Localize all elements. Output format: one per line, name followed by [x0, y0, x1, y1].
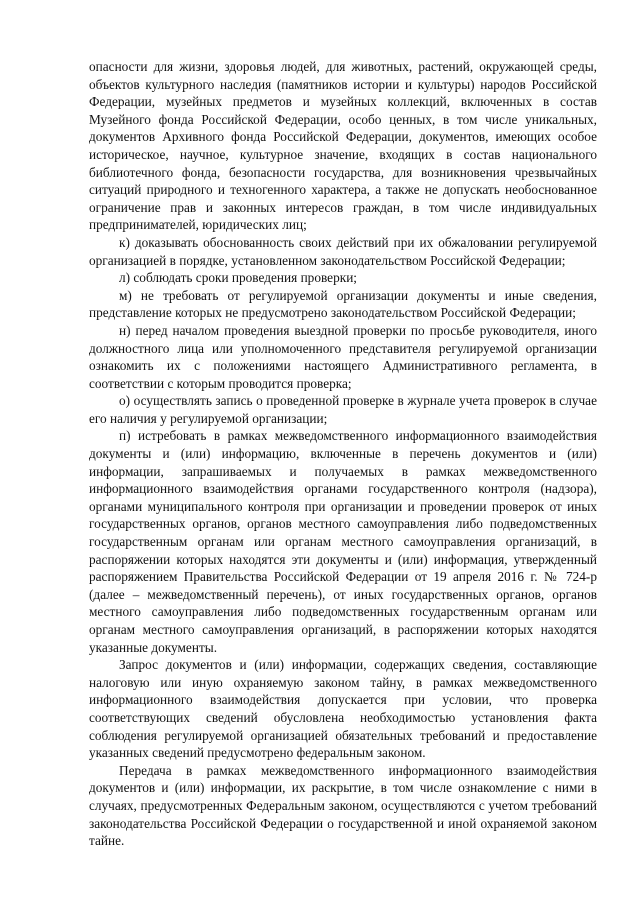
paragraph-item-k: к) доказывать обоснованность своих действий при их обжаловании регулируемой организацией в порядке, установленном законодательством Российской Федерации;	[89, 234, 597, 268]
paragraph-item-o: о) осуществлять запись о проведенной проверке в журнале учета проверок в случае его наличия у регулируемой организации;	[89, 393, 597, 426]
paragraph-hazards-continued: опасности для жизни, здоровья людей, для животных, растений, окружающей среды, объектов культурного наследия (памятников истории и культуры) народов Российской Федерации, музейных предметов и музейных коллекций, включенных в состав Музейного фонда Российской Федерации, особо ценных, в том числе уникальных, документов Архивного фонда Российской Федерации, документов, имеющих особое историческое, научное, культурное значение, входящих в состав национального библиотечного фонда, безопасности государства, для возникновения чрезвычайных ситуаций природного и техногенного характера, а также не допускать необоснованное ограничение прав и законных интересов граждан, в том числе индивидуальных предпринимателей, юридических лиц;	[89, 59, 597, 233]
paragraph-request-documents: Запрос документов и (или) информации, содержащих сведения, составляющие налоговую или иную охраняемую законом тайну, в рамках межведомственного информационного взаимодействия допускается при условии, что проверка соответствующих сведений обусловлена необходимостью установления факта соблюдения регулируемой организацией обязательных требований и предоставление указанных сведений предусмотрено федеральным законом.	[89, 657, 597, 761]
paragraph-transfer-documents: Передача в рамках межведомственного информационного взаимодействия документов и (или) информации, их раскрытие, в том числе ознакомление с ними в случаях, предусмотренных Федеральным законом, осуществляются с учетом требований законодательства Российской Федерации о государственной и иной охраняемой законом тайне.	[89, 762, 597, 849]
paragraph-item-l: л) соблюдать сроки проведения проверки;	[119, 270, 357, 286]
paragraph-item-n: н) перед началом проведения выездной проверки по просьбе руководителя, иного должностного лица или уполномоченного представителя регулируемой организации ознакомить их с положениями настоящего Административного регламента, в соответствии с которым проводится проверка;	[89, 322, 597, 391]
paragraph-item-p: п) истребовать в рамках межведомственного информационного взаимодействия документы и (или) информацию, включенные в перечень документов и (или) информации, запрашиваемых и получаемых в рамках межведомственного информационного взаимодействия органами государственного контроля (надзора), органами муниципального контроля при организации и проведении проверок от иных государственных органов, органов местного самоуправления либо подведомственных государственным органам или органам местного самоуправления организаций, в распоряжении которых находятся эти документы и (или) информация, утвержденный распоряжением Правительства Российской Федерации от 19 апреля 2016 г. № 724-р (далее – межведомственный перечень), от иных государственных органов, органов местного самоуправления либо подведомственных государственным органам или органам местного самоуправления организаций, в распоряжении которых находятся указанные документы.	[89, 428, 597, 655]
document-page	[89, 58, 597, 850]
paragraph-item-m: м) не требовать от регулируемой организации документы и иные сведения, представление которых не предусмотрено законодательством Российской Федерации;	[89, 287, 597, 321]
